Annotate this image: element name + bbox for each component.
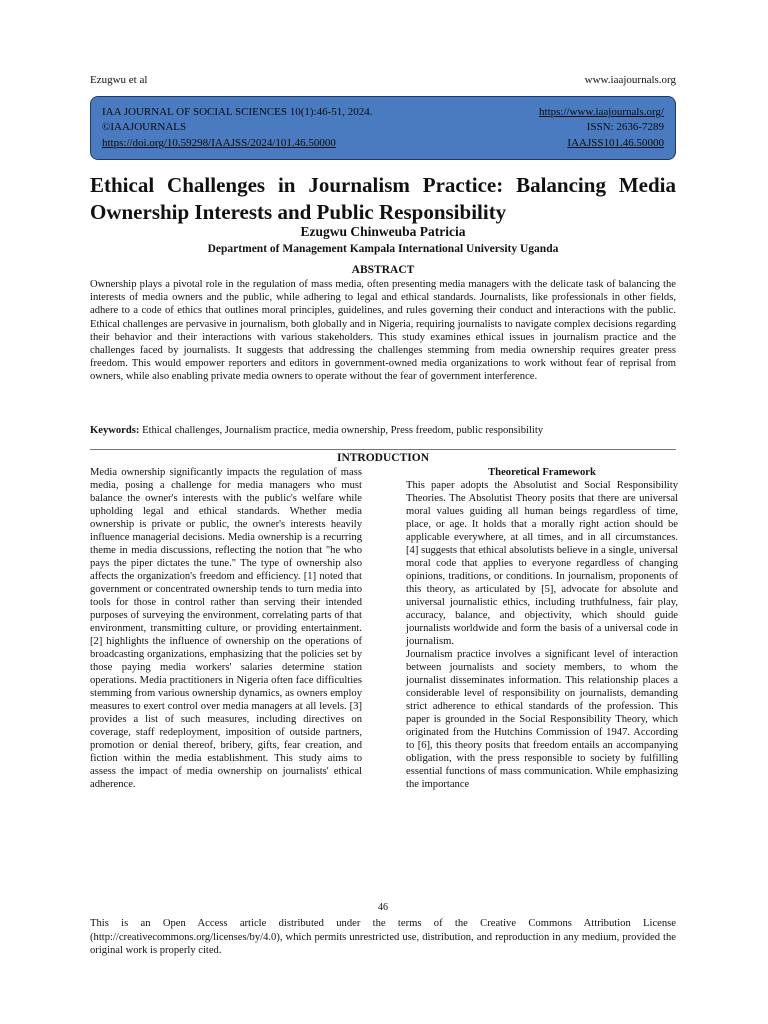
keywords (90, 424, 676, 437)
section-divider (90, 449, 676, 450)
keywords-label: Keywords: (90, 425, 140, 436)
banner-copyright: ©IAAJOURNALS (102, 121, 187, 133)
author-affiliation: Department of Management Kampala International University Uganda (207, 243, 559, 255)
abstract-heading: ABSTRACT (351, 264, 415, 276)
banner-doi-link[interactable]: https://doi.org/10.59298/IAAJSS/2024/101.46.50000 (102, 137, 336, 149)
running-head-author: Ezugwu et al (90, 74, 148, 86)
banner-issn: ISSN: 2636-7289 (586, 121, 664, 133)
running-head (90, 74, 676, 92)
page-number: 46 (378, 902, 388, 913)
theoretical-framework-heading: Theoretical Framework (488, 467, 596, 478)
theoretical-framework-paragraph-2: Journalism practice involves a significant level of interaction between journalists and society members, to whom the journalist disseminates information. This relationship places a considerable level of responsibility on journalists, demanding strict adherence to ethical standards of the profession. This paper is grounded in the Social Responsibility Theory, which originated from the Hutchins Commission of 1947. According to [6], this theory posits that freedom entails an accompanying obligation, with the press responsible to society by fulfilling essential functions of mass communication. While emphasizing the importance (406, 649, 678, 790)
right-column (406, 466, 678, 791)
running-head-website[interactable]: www.iaajournals.org (584, 74, 676, 86)
banner-article-code[interactable]: IAAJSS101.46.50000 (567, 137, 664, 149)
journal-banner (90, 96, 676, 160)
license-notice: This is an Open Access article distributed under the terms of the Creative Commons Attribution License (http://creativecommons.org/licenses/by/4.0), which permits unrestricted use, distribution, and reproduction in any medium, provided the original work is properly cited. (90, 918, 676, 956)
introduction-paragraph: Media ownership significantly impacts the regulation of mass media, posing a challenge for media managers who must balance the owner's interests with the public's welfare while upholding legal and ethical standards. Whether media ownership is private or public, the owner's interests heavily influence managerial decisions. Media ownership is a recurring theme in media discussions, reflecting the notion that "he who pays the piper dictates the tune." The type of ownership also affects the organization's freedom and efficiency. [1] noted that government or concentrated ownership tends to turn media into tools for those in control rather than serving their intended purposes of surveying the environment, correlating parts of that environment, transmitting culture, or providing entertainment. [2] highlights the influence of ownership on the operations of broadcasting organizations, emphasizing that the policies set by those paying media workers' salaries determine station operations. Media practitioners in Nigeria often face difficulties stemming from various ownership dynamics, as owners employ measures to exert control over media managers at all levels. [3] provides a list of such measures, including directives on coverage, staff redeployment, imposition of outside partners, promotion or denial thereof, bribery, gifts, fear creation, and fiction within the media establishment. This study aims to assess the impact of media ownership on journalists' ethical adherence. (90, 467, 362, 790)
left-column (90, 466, 362, 791)
theoretical-framework-paragraph-1: This paper adopts the Absolutist and Social Responsibility Theories. The Absolutist Theory posits that there are universal moral values guiding all human beings regardless of time, place, or age. It holds that a morally right action should be applicable everywhere, at all times, and in all circumstances. [4] suggests that ethical absolutists believe in a single, universal moral code that applies to everyone regardless of changing opinions, traditions, or conditions. In journalism, proponents of this theory, as articulated by [5], advocate for absolute and universal journalistic ethics, including truthfulness, fair play, accuracy, balance, and objectivity, which should guide journalists worldwide and form the basis of a universal code in journalism. (406, 480, 678, 647)
abstract-text: Ownership plays a pivotal role in the regulation of mass media, often presenting media managers with the delicate task of balancing the interests of media owners and the public, while adhering to legal and ethical standards. Journalists, like professionals in other fields, adhere to a code of ethics that outlines moral principles, guidelines, and rules governing their conduct and interactions with the public. Ethical challenges are pervasive in journalism, both globally and in Nigeria, requiring journalists to navigate complex decisions regarding their behavior and their interactions with various stakeholders. This study examines ethical issues in journalism practice and the challenges faced by journalists. It suggests that addressing the challenges stemming from media ownership requires greater press freedom. This would empower reporters and editors in government-owned media organizations to work without fear of reprisal from owners, while also enabling private media owners to operate without the fear of government interference. (90, 279, 676, 383)
author-name: Ezugwu Chinweuba Patricia (300, 224, 466, 239)
banner-journal-url-link[interactable]: https://www.iaajournals.org/ (539, 106, 664, 118)
article-title: Ethical Challenges in Journalism Practice: Balancing Media Ownership Interests and Public Responsibility (90, 173, 676, 224)
keywords-text: Ethical challenges, Journalism practice, media ownership, Press freedom, public responsibility (142, 425, 544, 436)
banner-journal-citation: IAA JOURNAL OF SOCIAL SCIENCES 10(1):46-51, 2024. (102, 106, 373, 118)
introduction-heading: INTRODUCTION (336, 452, 429, 464)
